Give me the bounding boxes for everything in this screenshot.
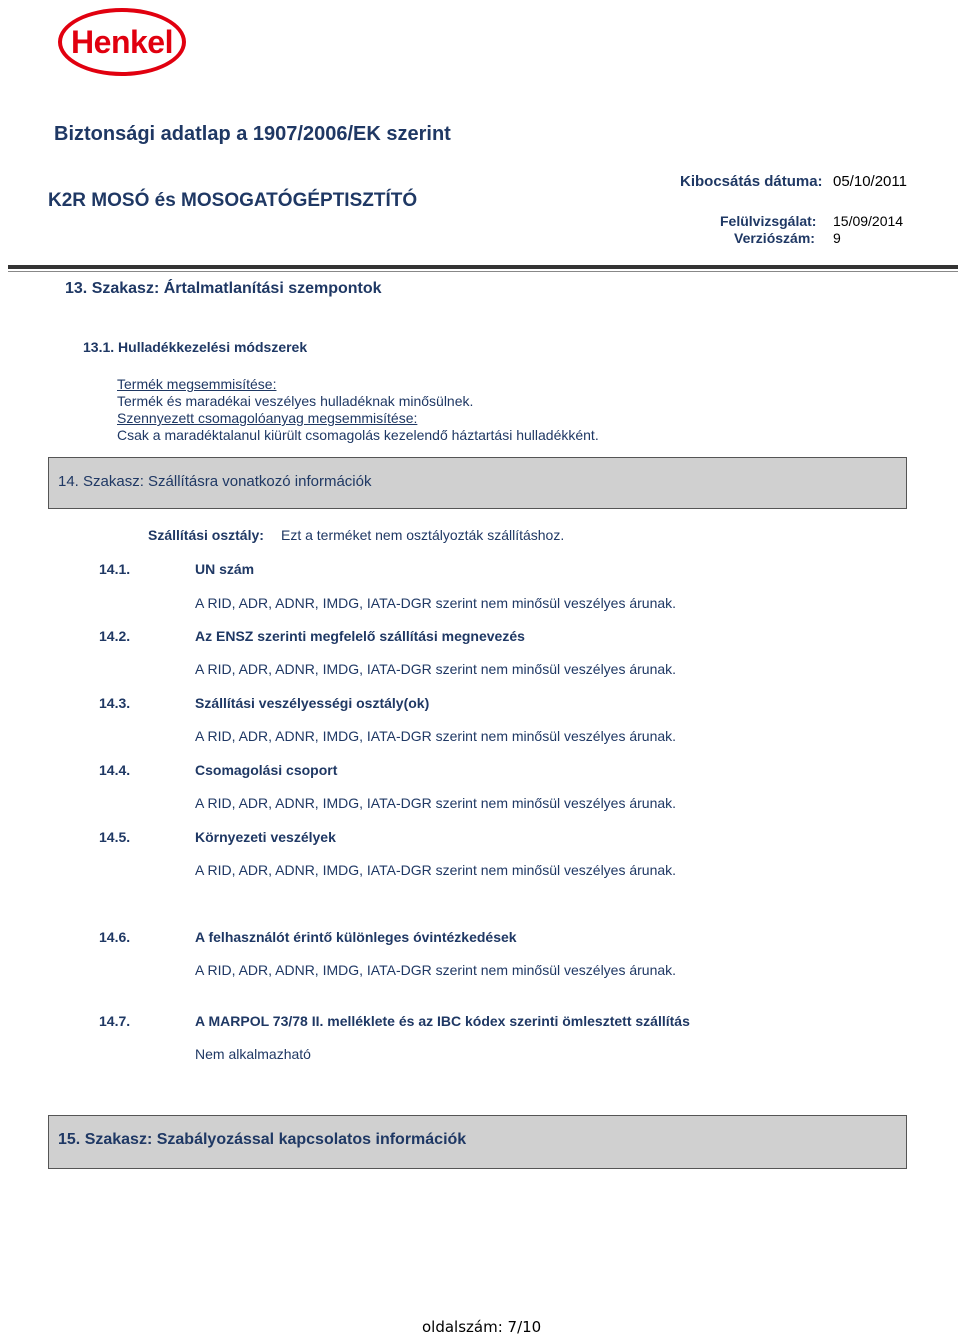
item-number: 14.6.	[99, 929, 131, 945]
document-title: Biztonsági adatlap a 1907/2006/EK szerint	[54, 123, 451, 145]
item-number: 14.2.	[99, 628, 131, 644]
review-date-label: Felülvizsgálat:	[720, 213, 817, 229]
product-disposal-text: Termék és maradékai veszélyes hulladéknak minősülnek.	[117, 393, 474, 409]
transport-class-label: Szállítási osztály:	[148, 527, 264, 543]
product-name: K2R MOSÓ és MOSOGATÓGÉPTISZTÍTÓ	[48, 190, 418, 211]
item-title: Csomagolási csoport	[195, 762, 338, 778]
section-15-header	[48, 1115, 907, 1169]
item-title: A felhasználót érintő különleges óvintézkedések	[195, 929, 517, 945]
item-title: Az ENSZ szerinti megfelelő szállítási megnevezés	[195, 628, 525, 644]
item-text: Nem alkalmazható	[195, 1046, 311, 1062]
item-text: A RID, ADR, ADNR, IMDG, IATA-DGR szerint nem minősül veszélyes árunak.	[195, 661, 677, 677]
item-text: A RID, ADR, ADNR, IMDG, IATA-DGR szerint nem minősül veszélyes árunak.	[195, 962, 677, 978]
review-date-value: 15/09/2014	[833, 213, 904, 229]
section-15-title: 15. Szakasz: Szabályozással kapcsolatos információk	[58, 1131, 467, 1148]
header-rule	[8, 265, 958, 269]
page-number: oldalszám: 7/10	[422, 1318, 542, 1336]
item-text: A RID, ADR, ADNR, IMDG, IATA-DGR szerint nem minősül veszélyes árunak.	[195, 862, 677, 878]
item-number: 14.4.	[99, 762, 131, 778]
issue-date-label: Kibocsátás dátuma:	[680, 173, 823, 190]
item-number: 14.5.	[99, 829, 131, 845]
item-number: 14.1.	[99, 561, 131, 577]
item-number: 14.3.	[99, 695, 131, 711]
item-text: A RID, ADR, ADNR, IMDG, IATA-DGR szerint nem minősül veszélyes árunak.	[195, 795, 677, 811]
item-number: 14.7.	[99, 1013, 131, 1029]
transport-class-value: Ezt a terméket nem osztályozták szállításhoz.	[281, 527, 565, 543]
item-text: A RID, ADR, ADNR, IMDG, IATA-DGR szerint nem minősül veszélyes árunak.	[195, 728, 677, 744]
issue-date-value: 05/10/2011	[833, 173, 907, 190]
product-disposal-label: Termék megsemmisítése:	[117, 376, 277, 392]
packaging-disposal-text: Csak a maradéktalanul kiürült csomagolás kezelendő háztartási hulladékként.	[117, 427, 599, 443]
section-13-title: 13. Szakasz: Ártalmatlanítási szempontok	[65, 280, 382, 297]
item-text: A RID, ADR, ADNR, IMDG, IATA-DGR szerint nem minősül veszélyes árunak.	[195, 595, 677, 611]
section-13-1-title: 13.1. Hulladékkezelési módszerek	[83, 339, 308, 355]
item-title: UN szám	[195, 561, 255, 577]
section-14-title: 14. Szakasz: Szállításra vonatkozó információk	[58, 473, 372, 490]
item-title: Szállítási veszélyességi osztály(ok)	[195, 695, 430, 711]
packaging-disposal-label: Szennyezett csomagolóanyag megsemmisítése:	[117, 410, 418, 426]
item-title: Környezeti veszélyek	[195, 829, 336, 845]
section-14-header	[48, 457, 907, 509]
logo-text: Henkel	[71, 23, 173, 60]
henkel-logo	[58, 8, 186, 76]
item-title: A MARPOL 73/78 II. melléklete és az IBC kódex szerinti ömlesztett szállítás	[195, 1013, 690, 1029]
version-label: Verziószám:	[734, 230, 815, 246]
version-value: 9	[833, 230, 841, 246]
